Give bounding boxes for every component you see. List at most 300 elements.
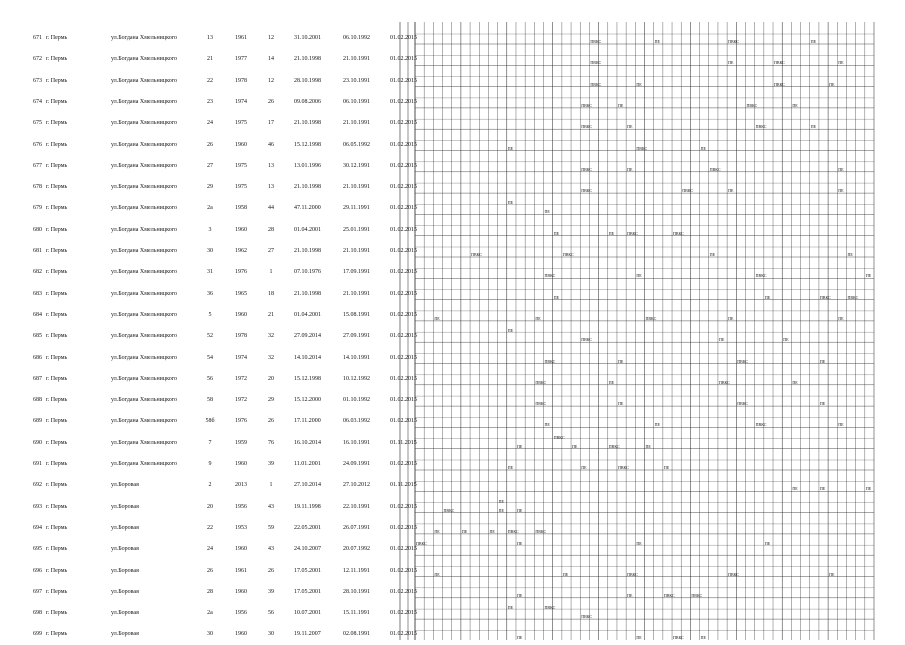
- grid-mark: ПЕ: [838, 188, 844, 194]
- street-cell: ул.Богдана Хмельницкого: [111, 56, 178, 63]
- row-number: 692: [33, 482, 42, 489]
- grid-mark: ПЕ: [516, 507, 523, 513]
- grid-mark: ПВКС: [627, 230, 638, 236]
- grid-mark: ПЕ: [709, 252, 716, 257]
- grid-mark: ПЕ: [498, 498, 504, 504]
- table-row: [30, 390, 880, 411]
- year-built-cell: 1960: [235, 631, 247, 638]
- date-cell: 21.10.1998: [294, 184, 321, 191]
- house-number-cell: 58: [207, 397, 213, 404]
- row-number: 681: [33, 248, 42, 254]
- street-cell: ул.Боровая: [111, 482, 139, 489]
- grid-mark: ПЕ: [728, 315, 734, 321]
- city-cell: г. Пермь: [46, 141, 68, 148]
- grid-mark: ПВКС: [673, 635, 684, 641]
- year-built-cell: 1976: [235, 269, 247, 276]
- table-row: [30, 348, 880, 369]
- grid-mark: ПЕ: [498, 507, 504, 513]
- street-cell: ул.Боровая: [111, 567, 139, 574]
- year-built-cell: 1961: [235, 567, 247, 574]
- house-number-cell: 2: [208, 482, 212, 489]
- count-cell: 29: [268, 397, 274, 404]
- grid-mark: ПЕ: [553, 294, 560, 300]
- year-built-cell: 1965: [235, 290, 247, 297]
- grid-mark: ПВКС: [471, 252, 482, 257]
- city-cell: г. Пермь: [46, 567, 68, 574]
- date-cell: 29.11.1991: [343, 205, 370, 212]
- grid-mark: ПЕ: [838, 422, 844, 428]
- date-cell: 01.02.2015: [390, 248, 417, 254]
- count-cell: 27: [268, 248, 274, 254]
- grid-mark: ПЕ: [728, 60, 734, 66]
- grid-mark: ПЕ: [700, 635, 706, 641]
- grid-mark: ПЕ: [627, 124, 633, 130]
- grid-mark: ПЕ: [434, 315, 440, 321]
- city-cell: г. Пермь: [46, 333, 68, 340]
- row-number: 677: [33, 162, 42, 169]
- grid-mark: ПЕ: [663, 465, 670, 470]
- grid-mark: ПЕ: [636, 635, 642, 641]
- grid-mark: ПЕ: [516, 635, 523, 641]
- grid-mark: ПВКС: [691, 592, 703, 598]
- grid-mark: ПЕ: [608, 230, 615, 236]
- date-cell: 01.02.2015: [390, 418, 417, 425]
- row-number: 675: [33, 120, 42, 127]
- grid-mark: ПЕ: [838, 315, 844, 321]
- date-cell: 10.07.2001: [294, 610, 321, 617]
- date-cell: 01.11.2015: [390, 439, 417, 446]
- grid-mark: ПЕ: [654, 39, 661, 44]
- table-row: [30, 113, 880, 134]
- grid-mark: ПЕ: [617, 401, 624, 407]
- grid-mark: ПЕ: [461, 528, 468, 534]
- city-cell: г. Пермь: [46, 461, 68, 467]
- year-built-cell: 1958: [235, 205, 247, 212]
- table-row: [30, 220, 880, 241]
- year-built-cell: 1972: [235, 375, 247, 382]
- date-cell: 12.11.1991: [343, 567, 370, 574]
- house-number-cell: 5: [208, 311, 212, 318]
- house-number-cell: 56: [207, 375, 213, 382]
- grid-mark: ПЕ: [636, 81, 642, 87]
- grid-mark: ПЕ: [516, 592, 523, 598]
- street-cell: ул.Богдана Хмельницкого: [111, 248, 178, 254]
- count-cell: 39: [268, 588, 274, 595]
- grid-mark: ПЕ: [544, 422, 550, 428]
- year-built-cell: 1978: [235, 77, 247, 84]
- year-built-cell: 1960: [235, 141, 247, 148]
- table-row: [30, 603, 880, 624]
- grid-mark: ПВКС: [608, 443, 620, 449]
- date-cell: 24.10.2007: [294, 546, 321, 553]
- street-cell: ул.Богдана Хмельницкого: [111, 311, 178, 318]
- grid-mark: ПЕ: [507, 465, 514, 470]
- date-cell: 19.11.2007: [294, 631, 321, 638]
- row-number: 683: [33, 290, 42, 297]
- count-cell: 14: [268, 56, 274, 63]
- row-number: 693: [33, 503, 42, 510]
- date-cell: 31.10.2001: [294, 35, 321, 41]
- date-cell: 01.02.2015: [390, 162, 417, 169]
- grid-mark: ПВКС: [774, 60, 785, 66]
- grid-mark: ПЕ: [819, 401, 826, 407]
- date-cell: 17.05.2001: [294, 567, 321, 574]
- grid-mark: ПЕ: [617, 102, 624, 108]
- date-cell: 01.10.1992: [343, 397, 370, 404]
- house-number-cell: 30: [207, 248, 213, 254]
- date-cell: 21.10.1991: [343, 56, 370, 63]
- grid-mark: ПВКС: [581, 124, 593, 130]
- date-cell: 06.10.1992: [343, 35, 370, 41]
- city-cell: г. Пермь: [46, 503, 68, 510]
- count-cell: 59: [268, 524, 274, 531]
- house-number-cell: 22: [207, 77, 213, 84]
- date-cell: 47.11.2000: [294, 205, 321, 212]
- city-cell: г. Пермь: [46, 35, 68, 41]
- grid-mark: ПЕ: [718, 337, 725, 343]
- grid-mark: ПВКС: [581, 102, 593, 108]
- date-cell: 23.10.1991: [343, 77, 370, 84]
- grid-mark: ПЕ: [829, 571, 835, 577]
- grid-mark: ПВКС: [737, 401, 749, 407]
- grid-mark: ПЕ: [507, 145, 514, 151]
- date-cell: 01.02.2015: [390, 524, 417, 531]
- grid-mark: ПВКС: [535, 528, 547, 534]
- date-cell: 06.10.1991: [343, 98, 370, 105]
- table-row: [30, 582, 880, 603]
- house-number-cell: 20: [207, 503, 213, 510]
- grid-mark: ПВКС: [581, 166, 593, 172]
- grid-mark: ПВКС: [553, 434, 565, 440]
- street-cell: ул.Богдана Хмельницкого: [111, 397, 178, 404]
- row-number: 682: [33, 269, 42, 276]
- count-cell: 28: [268, 226, 274, 233]
- date-cell: 09.08.2006: [294, 98, 321, 105]
- row-number: 698: [33, 610, 42, 617]
- date-cell: 01.02.2015: [390, 120, 417, 127]
- street-cell: ул.Богдана Хмельницкого: [111, 354, 178, 361]
- row-number: 678: [33, 184, 42, 191]
- city-cell: г. Пермь: [46, 588, 68, 595]
- street-cell: ул.Богдана Хмельницкого: [111, 77, 178, 84]
- date-cell: 21.10.1998: [294, 56, 321, 63]
- grid-mark: ПВКС: [581, 337, 593, 343]
- city-cell: г. Пермь: [46, 98, 68, 105]
- street-cell: ул.Боровая: [111, 588, 139, 595]
- date-cell: 21.10.1998: [294, 120, 321, 127]
- grid-mark: ПЕ: [847, 252, 853, 257]
- row-number: 695: [33, 546, 42, 553]
- date-cell: 17.11.2000: [294, 418, 321, 425]
- date-cell: 17.05.2001: [294, 588, 321, 595]
- city-cell: г. Пермь: [46, 439, 68, 446]
- city-cell: г. Пермь: [46, 397, 68, 404]
- table-row: [30, 198, 880, 219]
- date-cell: 01.02.2015: [390, 269, 417, 276]
- count-cell: 20: [268, 375, 274, 382]
- date-cell: 21.10.1991: [343, 290, 370, 297]
- count-cell: 13: [268, 184, 274, 191]
- table-row: [30, 177, 880, 198]
- year-built-cell: 1960: [235, 461, 247, 467]
- date-cell: 01.02.2015: [390, 503, 417, 510]
- house-number-cell: 24: [207, 546, 213, 553]
- grid-mark: ПЕ: [728, 188, 734, 194]
- date-cell: 17.09.1991: [343, 269, 370, 276]
- house-number-cell: 9: [208, 461, 212, 467]
- table-row: [30, 497, 880, 518]
- house-number-cell: 2а: [207, 610, 213, 617]
- grid-mark: ПЕ: [792, 379, 798, 385]
- row-number: 688: [33, 397, 42, 404]
- grid-mark: ПЕ: [645, 443, 651, 449]
- grid-mark: ПВКС: [755, 124, 767, 130]
- grid-mark: ПВКС: [709, 166, 721, 172]
- date-cell: 28.10.1998: [294, 77, 321, 84]
- grid-mark: ПВКС: [755, 422, 767, 428]
- house-number-cell: 54: [207, 354, 213, 361]
- city-cell: г. Пермь: [46, 631, 68, 638]
- row-number: 671: [33, 35, 42, 41]
- year-built-cell: 1956: [235, 610, 247, 617]
- date-cell: 01.02.2015: [390, 333, 417, 340]
- date-cell: 22.10.1991: [343, 503, 370, 510]
- house-number-cell: 58б: [205, 418, 215, 425]
- table-row: [30, 326, 880, 347]
- grid-mark: ПВКС: [627, 571, 638, 577]
- table-row: [30, 241, 880, 262]
- street-cell: ул.Боровая: [111, 610, 139, 617]
- grid-mark: ПЕ: [838, 166, 844, 172]
- grid-mark: ПЕ: [627, 166, 633, 172]
- grid-mark: ПЕ: [544, 209, 550, 215]
- grid-mark: ПВКС: [728, 39, 739, 44]
- city-cell: г. Пермь: [46, 610, 68, 617]
- grid-mark: ПВКС: [590, 39, 602, 44]
- city-cell: г. Пермь: [46, 524, 68, 531]
- grid-mark: ПВКС: [581, 614, 593, 620]
- street-cell: ул.Богдана Хмельницкого: [111, 184, 178, 191]
- house-number-cell: 26: [207, 567, 213, 574]
- table-row: [30, 305, 880, 326]
- city-cell: г. Пермь: [46, 311, 68, 318]
- house-number-cell: 7: [208, 439, 212, 446]
- date-cell: 01.11.2015: [390, 482, 417, 489]
- grid-mark: ПВКС: [544, 605, 556, 611]
- grid-mark: ПЕ: [783, 337, 789, 343]
- date-cell: 27.10.2014: [294, 482, 321, 489]
- city-cell: г. Пермь: [46, 184, 68, 191]
- count-cell: 76: [268, 439, 274, 446]
- table-row: [30, 475, 880, 496]
- date-cell: 21.10.1991: [343, 184, 370, 191]
- date-cell: 01.02.2015: [390, 290, 417, 297]
- date-cell: 15.08.1991: [343, 311, 370, 318]
- count-cell: 32: [268, 354, 274, 361]
- street-cell: ул.Богдана Хмельницкого: [111, 290, 178, 297]
- date-cell: 01.04.2001: [294, 226, 321, 233]
- count-cell: 30: [268, 631, 274, 638]
- year-built-cell: 1962: [235, 248, 247, 254]
- table-row: [30, 411, 880, 432]
- house-number-cell: 3: [208, 226, 212, 233]
- table-row: [30, 624, 880, 645]
- street-cell: ул.Богдана Хмельницкого: [111, 375, 178, 382]
- city-cell: г. Пермь: [46, 77, 68, 84]
- grid-mark: ПЕ: [829, 81, 835, 87]
- house-number-cell: 22: [207, 524, 213, 531]
- grid-mark: ПВКС: [535, 379, 547, 385]
- grid-mark: ПЕ: [516, 443, 523, 449]
- year-built-cell: 1977: [235, 56, 247, 63]
- row-number: 676: [33, 141, 42, 148]
- grid-mark: ПЕ: [489, 528, 495, 534]
- grid-mark: ПВКС: [590, 81, 602, 87]
- grid-mark: ПЕ: [636, 541, 642, 547]
- grid-mark: ПВКС: [746, 102, 758, 108]
- date-cell: 01.02.2015: [390, 610, 417, 617]
- date-cell: 27.10.2012: [343, 482, 370, 489]
- count-cell: 26: [268, 418, 274, 425]
- year-built-cell: 1974: [235, 98, 247, 105]
- grid-mark: ПЕ: [608, 379, 615, 385]
- grid-mark: ПВКС: [755, 273, 767, 279]
- date-cell: 11.01.2001: [294, 461, 321, 467]
- row-number: 694: [33, 524, 42, 531]
- city-cell: г. Пермь: [46, 226, 68, 233]
- grid-mark: ПВКС: [663, 592, 675, 598]
- grid-mark: ПЕ: [838, 60, 844, 66]
- city-cell: г. Пермь: [46, 56, 68, 63]
- row-number: 690: [33, 439, 42, 446]
- date-cell: 15.12.2000: [294, 397, 321, 404]
- row-number: 699: [33, 631, 42, 638]
- street-cell: ул.Богдана Хмельницкого: [111, 205, 178, 212]
- house-number-cell: 26: [207, 141, 213, 148]
- date-cell: 21.10.1991: [343, 120, 370, 127]
- table-row: [30, 518, 880, 539]
- house-number-cell: 24: [207, 120, 213, 127]
- date-cell: 15.12.1998: [294, 375, 321, 382]
- grid-mark: ПВКС: [562, 252, 574, 257]
- date-cell: 01.02.2015: [390, 77, 417, 84]
- date-cell: 28.10.1991: [343, 588, 370, 595]
- city-cell: г. Пермь: [46, 546, 68, 553]
- date-cell: 16.10.2014: [294, 439, 321, 446]
- grid-mark: ПЕ: [865, 273, 872, 279]
- grid-mark: ПВКС: [645, 315, 657, 321]
- grid-mark: ПЕ: [792, 486, 798, 492]
- date-cell: 01.02.2015: [390, 184, 417, 191]
- grid-mark: ПВКС: [847, 294, 859, 300]
- grid-mark: ПЕ: [507, 605, 514, 611]
- date-cell: 01.02.2015: [390, 205, 417, 212]
- grid-mark: ПВКС: [774, 81, 785, 87]
- grid-mark: ПЕ: [434, 528, 440, 534]
- row-number: 689: [33, 418, 42, 425]
- city-cell: г. Пермь: [46, 269, 68, 276]
- grid-mark: ПЕ: [617, 358, 624, 364]
- count-cell: 12: [268, 77, 274, 84]
- year-built-cell: 1960: [235, 546, 247, 553]
- grid-mark: ПВКС: [737, 358, 749, 364]
- street-cell: ул.Богдана Хмельницкого: [111, 226, 178, 233]
- row-number: 679: [33, 205, 42, 212]
- row-number: 697: [33, 588, 42, 595]
- house-number-cell: 27: [207, 162, 213, 169]
- grid-mark: ПВКС: [443, 507, 455, 513]
- date-cell: 30.12.1991: [343, 162, 370, 169]
- street-cell: ул.Боровая: [111, 546, 139, 553]
- street-cell: ул.Богдана Хмельницкого: [111, 439, 178, 446]
- year-built-cell: 1960: [235, 226, 247, 233]
- date-cell: 01.02.2015: [390, 375, 417, 382]
- city-cell: г. Пермь: [46, 120, 68, 127]
- date-cell: 15.11.1991: [343, 610, 370, 617]
- street-cell: ул.Богдана Хмельницкого: [111, 461, 178, 467]
- street-cell: ул.Боровая: [111, 631, 139, 638]
- count-cell: 43: [268, 546, 274, 553]
- date-cell: 01.02.2015: [390, 588, 417, 595]
- count-cell: 12: [268, 35, 274, 41]
- grid-mark: ПВКС: [416, 541, 427, 547]
- count-cell: 44: [268, 205, 274, 212]
- grid-mark: ПЕ: [572, 443, 578, 449]
- date-cell: 16.10.1991: [343, 439, 370, 446]
- year-built-cell: 1976: [235, 418, 247, 425]
- grid-mark: ПЕ: [581, 465, 587, 470]
- date-cell: 27.09.1991: [343, 333, 370, 340]
- grid-mark: ПВКС: [535, 401, 547, 407]
- count-cell: 39: [268, 461, 274, 467]
- table-row: [30, 454, 880, 475]
- grid-mark: ПЕ: [516, 541, 523, 547]
- year-built-cell: 1959: [235, 439, 247, 446]
- street-cell: ул.Богдана Хмельницкого: [111, 98, 178, 105]
- city-cell: г. Пермь: [46, 482, 68, 489]
- grid-mark: ПЕ: [636, 273, 642, 279]
- date-cell: 01.02.2015: [390, 35, 417, 41]
- grid-mark: ПЕ: [627, 592, 633, 598]
- table-row: [30, 284, 880, 305]
- grid-mark: ПВКС: [673, 230, 684, 236]
- table-row: [30, 262, 880, 283]
- count-cell: 17: [268, 120, 274, 127]
- date-cell: 24.09.1991: [343, 461, 370, 467]
- year-built-cell: 1975: [235, 184, 247, 191]
- house-number-cell: 2а: [207, 205, 213, 212]
- count-cell: 1: [269, 269, 273, 276]
- grid-mark: ПВКС: [590, 60, 602, 66]
- year-built-cell: 1960: [235, 588, 247, 595]
- count-cell: 21: [268, 311, 274, 318]
- year-built-cell: 1961: [235, 35, 247, 41]
- date-cell: 01.02.2015: [390, 397, 417, 404]
- year-built-cell: 1978: [235, 333, 247, 340]
- house-number-cell: 21: [207, 56, 213, 63]
- year-built-cell: 2013: [235, 482, 247, 489]
- row-number: 673: [33, 77, 42, 84]
- date-cell: 22.05.2001: [294, 524, 321, 531]
- row-number: 685: [33, 333, 42, 340]
- date-cell: 01.02.2015: [390, 631, 417, 638]
- date-cell: 15.12.1998: [294, 141, 321, 148]
- grid-mark: ПЕ: [819, 358, 826, 364]
- row-number: 691: [33, 461, 42, 467]
- grid-mark: ПВКС: [581, 188, 593, 194]
- year-built-cell: 1975: [235, 120, 247, 127]
- city-cell: г. Пермь: [46, 290, 68, 297]
